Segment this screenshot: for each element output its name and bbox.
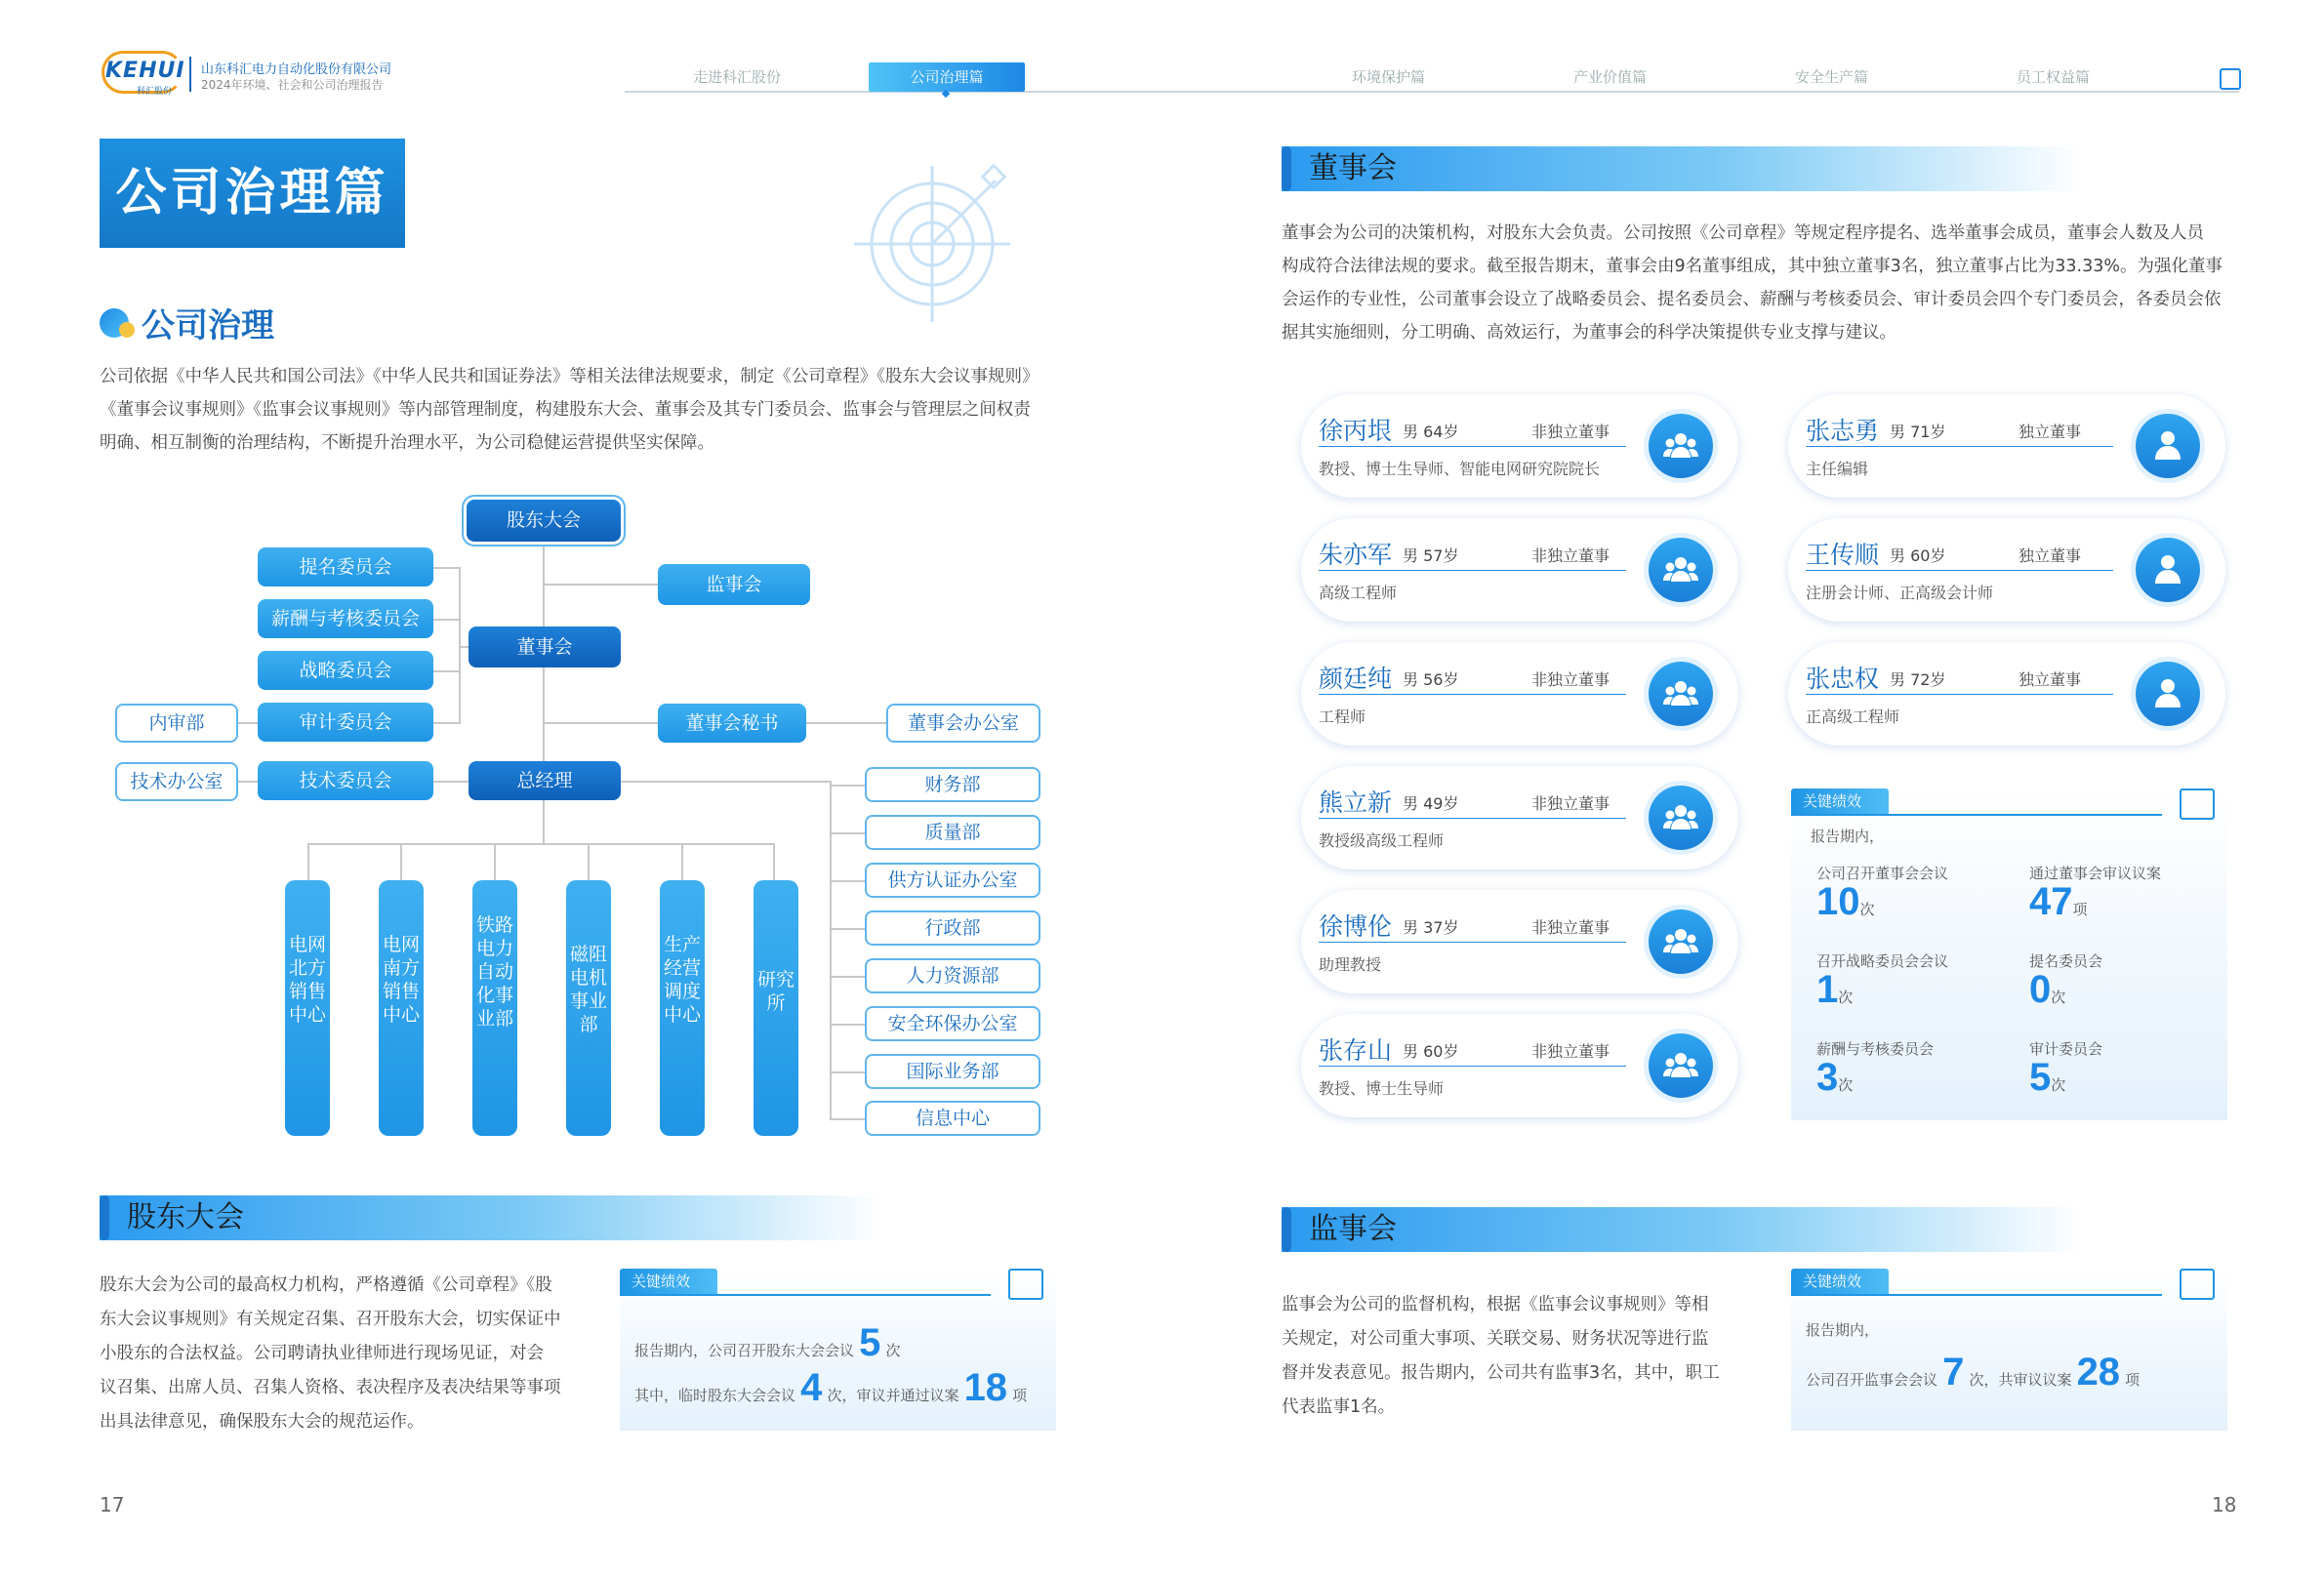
group-icon — [1649, 414, 1713, 478]
org-line — [238, 781, 258, 783]
group-icon — [1649, 662, 1713, 726]
supervisory-text: 监事会为公司的监督机构，根据《监事会议事规则》等相 关规定，对公司重大事项、关联交易、财务状况等进行监 督并发表意见。报告期内，公司共有监事3名，其中，职工 代表监事1名。 — [1282, 1295, 1720, 1417]
org-line — [806, 722, 886, 724]
org-line — [681, 843, 683, 880]
org-line — [830, 976, 865, 978]
nav-underline — [625, 91, 2239, 93]
book-icon[interactable] — [2220, 68, 2241, 90]
board-heading: 董事会 — [1282, 146, 2082, 191]
org-dept: 质量部 — [865, 815, 1040, 850]
org-supervisory-board: 监事会 — [658, 564, 810, 605]
director-card: 张存山 男 60岁 非独立董事 教授、博士生导师 — [1301, 1014, 1738, 1117]
section-dot-accent — [119, 322, 135, 338]
org-division: 铁路电力自动化事业部 — [472, 880, 517, 1136]
kpi-intro: 报告期内， — [1806, 1321, 1880, 1339]
nav-tab-governance[interactable]: 公司治理篇 — [869, 62, 1025, 92]
org-line — [238, 722, 258, 724]
group-icon — [1649, 538, 1713, 602]
org-dept: 安全环保办公室 — [865, 1006, 1040, 1041]
supervisory-kpi-box — [1791, 1269, 2227, 1431]
kpi-value: 3次 — [1816, 1056, 1854, 1099]
kpi-tag: 关键绩效 — [1791, 1269, 1889, 1294]
person-icon — [2136, 414, 2200, 478]
kpi-value: 47项 — [2029, 880, 2088, 923]
org-line — [307, 843, 309, 880]
director-card: 熊立新 男 49岁 非独立董事 教授级高级工程师 — [1301, 766, 1738, 869]
org-division: 磁阻电机事业部 — [566, 880, 611, 1136]
group-icon — [1649, 786, 1713, 850]
org-line — [543, 722, 658, 724]
org-line — [830, 880, 865, 882]
org-line — [830, 1024, 865, 1026]
nav-tab-environment[interactable]: 环境保护篇 — [1352, 68, 1426, 86]
org-line — [400, 843, 402, 880]
org-line-supervisory — [543, 584, 658, 586]
page-number-left: 17 — [100, 1493, 125, 1516]
org-dept: 财务部 — [865, 767, 1040, 802]
person-icon — [2136, 662, 2200, 726]
chart-icon — [2180, 788, 2215, 820]
org-board-office: 董事会办公室 — [886, 704, 1040, 743]
shareholders-heading: 股东大会 — [100, 1195, 880, 1240]
group-icon — [1649, 909, 1713, 974]
org-line — [588, 843, 590, 880]
org-board-secretary: 董事会秘书 — [658, 704, 806, 743]
org-dept: 行政部 — [865, 910, 1040, 946]
board-text: 董事会为公司的决策机构，对股东大会负责。公司按照《公司章程》等规定程序提名、选举董事会成员，董事会人数及人员 构成符合法律法规的要求。截至报告期末，董事会由9名董事组成，其中独立董事3名，独立董事占比为33.33%。为强化董事 会运作的专业性，公司董事会设立了战略委员会、提名委员会、薪酬与考核委员会、审计委员会四个专门委员会，各委员会依 据其实施细则，分工明确、高效运行，为董事会的科学决策提供专业支撑与建议。 — [1282, 223, 2222, 343]
kpi-label: 提名委员会 — [2029, 952, 2103, 970]
company-name: 山东科汇电力自动化股份有限公司 — [201, 62, 392, 77]
kpi-intro: 报告期内， — [1811, 828, 1885, 845]
target-icon — [849, 161, 1015, 327]
kpi-label: 召开战略委员会会议 — [1816, 952, 1949, 970]
nav-tab-employee[interactable]: 员工权益篇 — [2017, 68, 2091, 86]
org-line — [830, 785, 865, 787]
org-board-of-directors: 董事会 — [469, 626, 621, 667]
org-committee-audit: 审计委员会 — [258, 703, 433, 742]
org-line — [830, 832, 865, 834]
kpi-label: 薪酬与考核委员会 — [1816, 1040, 1935, 1058]
nav-tab-about[interactable]: 走进科汇股份 — [693, 68, 782, 86]
kpi-label: 通过董事会审议议案 — [2029, 865, 2162, 882]
director-card: 徐丙垠 男 64岁 非独立董事 教授、博士生导师、智能电网研究院院长 — [1301, 394, 1738, 498]
org-committee-technology: 技术委员会 — [258, 761, 433, 800]
org-committee-nomination: 提名委员会 — [258, 547, 433, 586]
kpi-line-2: 其中，临时股东大会会议 4 次，审议并通过议案 18 项 — [634, 1366, 1028, 1409]
kpi-rule — [1791, 1294, 2162, 1296]
org-line — [830, 928, 865, 930]
kpi-tag: 关键绩效 — [620, 1269, 717, 1294]
org-line-committees — [459, 567, 461, 722]
org-line — [830, 781, 832, 1118]
org-line — [433, 670, 461, 672]
report-title: 2024年环境、社会和公司治理报告 — [201, 78, 384, 92]
shareholders-text: 股东大会为公司的最高权力机构，严格遵循《公司章程》《股 东大会议事规则》有关规定召集、召开股东大会，切实保证中 小股东的合法权益。公司聘请执业律师进行现场见证，对会 议召集、出席人员、召集人资格、表决程序及表决结果等事项 出具法律意见，确保股东大会的规范运作。 — [100, 1275, 561, 1432]
kpi-rule — [620, 1294, 991, 1296]
org-internal-audit: 内审部 — [115, 704, 238, 743]
org-dept: 信息中心 — [865, 1101, 1040, 1136]
org-line — [830, 1118, 865, 1120]
independent-director-card: 张忠权 男 72岁 独立董事 正高级工程师 — [1788, 642, 2225, 746]
kpi-value: 10次 — [1816, 880, 1875, 923]
shareholders-kpi-box — [620, 1269, 1056, 1431]
org-line — [617, 781, 832, 783]
org-line — [543, 798, 545, 843]
chapter-banner: 公司治理篇 — [100, 139, 405, 248]
logo-divider — [189, 57, 191, 92]
org-shareholders-meeting: 股东大会 — [467, 500, 621, 542]
org-dept: 供方认证办公室 — [865, 863, 1040, 898]
org-line — [459, 646, 469, 648]
director-card: 颜廷纯 男 56岁 非独立董事 工程师 — [1301, 642, 1738, 746]
org-general-manager: 总经理 — [469, 761, 621, 800]
kpi-value: 5次 — [2029, 1056, 2066, 1099]
chart-icon — [2180, 1269, 2215, 1300]
logo: KEHUI — [105, 59, 185, 83]
section-title: 公司治理 — [142, 306, 274, 345]
org-line — [433, 567, 461, 569]
org-committee-strategy: 战略委员会 — [258, 651, 433, 690]
governance-intro: 公司依据《中华人民共和国公司法》《中华人民共和国证券法》等相关法律法规要求，制定《公司章程》《股东大会议事规则》 《董事会议事规则》《监事会议事规则》等内部管理制度，构建股东大会、董事会及其专门委员会、监事会与管理层之间权责 明确、相互制衡的治理结构，不断提升治理水平，为公司稳健运营提供坚实保障。 — [100, 367, 1040, 453]
director-card: 徐博伦 男 37岁 非独立董事 助理教授 — [1301, 890, 1738, 993]
kpi-tag: 关键绩效 — [1791, 788, 1889, 814]
nav-tab-safety[interactable]: 安全生产篇 — [1795, 68, 1869, 86]
kpi-label: 审计委员会 — [2029, 1040, 2103, 1058]
kpi-value: 1次 — [1816, 968, 1854, 1011]
logo-subtext: 科汇股份 — [137, 87, 173, 97]
kpi-label: 公司召开董事会会议 — [1816, 865, 1949, 882]
org-dept: 国际业务部 — [865, 1054, 1040, 1089]
org-line — [433, 781, 469, 783]
org-division: 生产经营调度中心 — [660, 880, 705, 1136]
org-committee-compensation: 薪酬与考核委员会 — [258, 599, 433, 638]
org-line — [830, 1071, 865, 1073]
org-division: 电网北方销售中心 — [285, 880, 330, 1136]
kpi-line-1: 报告期内，公司召开股东大会会议 5 次 — [634, 1321, 901, 1364]
kpi-rule — [1791, 814, 2162, 816]
kpi-value: 0次 — [2029, 968, 2066, 1011]
independent-director-card: 王传顺 男 60岁 独立董事 注册会计师、正高级会计师 — [1788, 518, 2225, 622]
group-icon — [1649, 1033, 1713, 1098]
org-tech-office: 技术办公室 — [115, 762, 238, 801]
org-line — [307, 843, 773, 845]
supervisory-heading: 监事会 — [1282, 1207, 2082, 1252]
org-line — [773, 843, 775, 880]
org-division: 电网南方销售中心 — [379, 880, 424, 1136]
person-icon — [2136, 538, 2200, 602]
page-number-right: 18 — [2212, 1493, 2237, 1516]
org-division: 研究所 — [754, 880, 798, 1136]
director-card: 朱亦军 男 57岁 非独立董事 高级工程师 — [1301, 518, 1738, 622]
org-line — [433, 722, 461, 724]
kpi-line: 公司召开监事会会议 7 次，共审议议案 28 项 — [1806, 1351, 2141, 1394]
org-line — [433, 619, 461, 621]
nav-tab-industry[interactable]: 产业价值篇 — [1573, 68, 1648, 86]
board-kpi-box — [1791, 788, 2227, 1120]
chart-icon — [1008, 1269, 1043, 1300]
independent-director-card: 张志勇 男 71岁 独立董事 主任编辑 — [1788, 394, 2225, 498]
org-line — [494, 843, 496, 880]
org-dept: 人力资源部 — [865, 958, 1040, 993]
